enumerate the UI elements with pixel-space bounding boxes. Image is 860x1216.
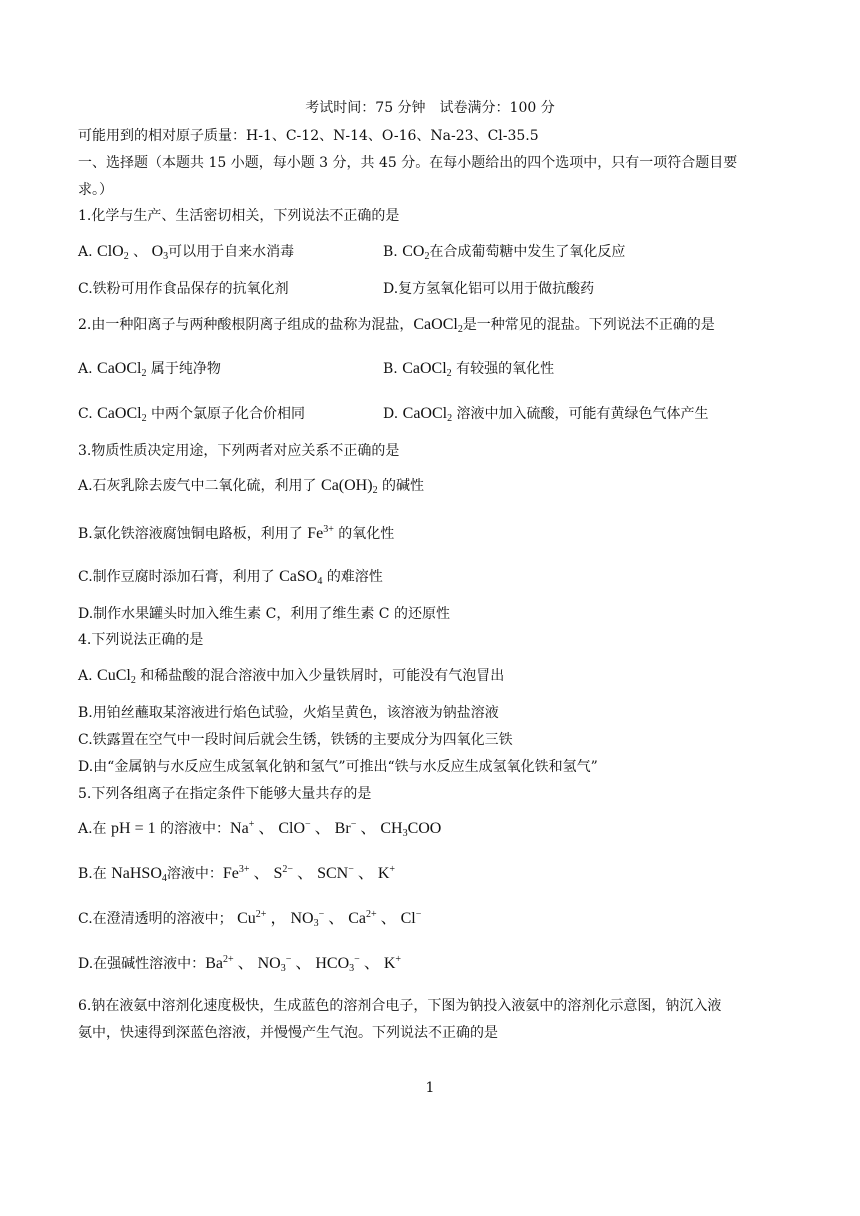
q2-option-d: D. CaOCl$_2$ 溶液中加入硫酸，可能有黄绿色气体产生: [383, 405, 709, 424]
q4-option-a: A. CuCl$_2$ 和稀盐酸的混合溶液中加入少量铁屑时，可能没有气泡冒出: [78, 667, 505, 686]
atomic-masses: 可能用到的相对原子质量：H-1、C-12、N-14、O-16、Na-23、Cl-35.5: [78, 128, 539, 144]
q5-stem: 5.下列各组离子在指定条件下能够大量共存的是: [78, 786, 372, 802]
q3-option-a: A.石灰乳除去废气中二氧化硫，利用了 $Ca(OH)_2$ 的碱性: [78, 477, 425, 496]
page-number: 1: [425, 1080, 435, 1096]
q5-option-d: D.在强碱性溶液中：$Ba^{2+}$ 、 $NO_3^-$ 、 $HCO_3^-$ 、 K+: [78, 954, 402, 974]
section-title-cont: 求。）: [78, 182, 113, 198]
q1-option-b: B. $CO_2$在合成葡萄糖中发生了氧化反应: [383, 243, 626, 262]
q4-option-b: B.用铂丝蘸取某溶液进行焰色试验，火焰呈黄色，该溶液为钠盐溶液: [78, 705, 499, 721]
q4-option-d: D.由“金属钠与水反应生成氢氧化钠和氢气”可推出“铁与水反应生成氢氧化铁和氢气”: [78, 759, 598, 775]
q2-option-c: C. CaOCl$_2$ 中两个氯原子化合价相同: [78, 405, 306, 424]
q6-stem: 6.钠在液氨中溶剂化速度极快，生成蓝色的溶剂合电子，下图为钠投入液氨中的溶剂化示意图，钠沉入液: [78, 998, 722, 1014]
exam-header: 考试时间：75 分钟 试卷满分：100 分: [305, 100, 555, 116]
q4-option-c: C.铁露置在空气中一段时间后就会生锈，铁锈的主要成分为四氧化三铁: [78, 732, 513, 748]
q1-option-d: D.复方氢氧化铝可以用于做抗酸药: [383, 281, 595, 297]
section-title: 一、选择题（本题共 15 小题，每小题 3 分，共 45 分。在每小题给出的四个选项中，只有一项符合题目要: [78, 155, 738, 171]
q1-option-c: C.铁粉可用作食品保存的抗氧化剂: [78, 281, 289, 297]
q3-option-c: C.制作豆腐时添加石膏，利用了 CaSO$_4$ 的难溶性: [78, 568, 383, 587]
q2-option-b: B. CaOCl$_2$ 有较强的氧化性: [383, 360, 555, 379]
q1-stem: 1.化学与生产、生活密切相关，下列说法不正确的是: [78, 208, 400, 224]
q3-stem: 3.物质性质决定用途，下列两者对应关系不正确的是: [78, 443, 400, 459]
q6-stem-cont: 氨中，快速得到深蓝色溶液，并慢慢产生气泡。下列说法不正确的是: [78, 1025, 498, 1041]
q5-option-b: B.在 NaHSO$_4$溶液中：$Fe^{3+}$ 、 $S^{2-}$ 、 SCN− 、 K+: [78, 864, 396, 884]
q1-option-a: A. ClO$_2$ 、 $O_3$可以用于自来水消毒: [78, 243, 295, 262]
q5-option-c: C.在澄清透明的溶液中； $Cu^{2+}$ ， $NO_3^-$ 、 $Ca^{2+}$ 、 Cl−: [78, 909, 422, 929]
q4-stem: 4.下列说法正确的是: [78, 632, 204, 648]
q3-option-b: B.氯化铁溶液腐蚀铜电路板，利用了 $Fe^{3+}$ 的氧化性: [78, 524, 395, 542]
q3-option-d: D.制作水果罐头时加入维生素 C，利用了维生素 C 的还原性: [78, 606, 450, 622]
q2-stem: 2.由一种阳离子与两种酸根阴离子组成的盐称为混盐，CaOCl$_2$是一种常见的混盐。下列说法不正确的是: [78, 316, 715, 335]
q2-option-a: A. CaOCl$_2$ 属于纯净物: [78, 360, 221, 379]
q5-option-a: A.在 pH = 1 的溶液中：Na+ 、 ClO− 、 Br− 、 $CH_3COO$: [78, 819, 442, 839]
